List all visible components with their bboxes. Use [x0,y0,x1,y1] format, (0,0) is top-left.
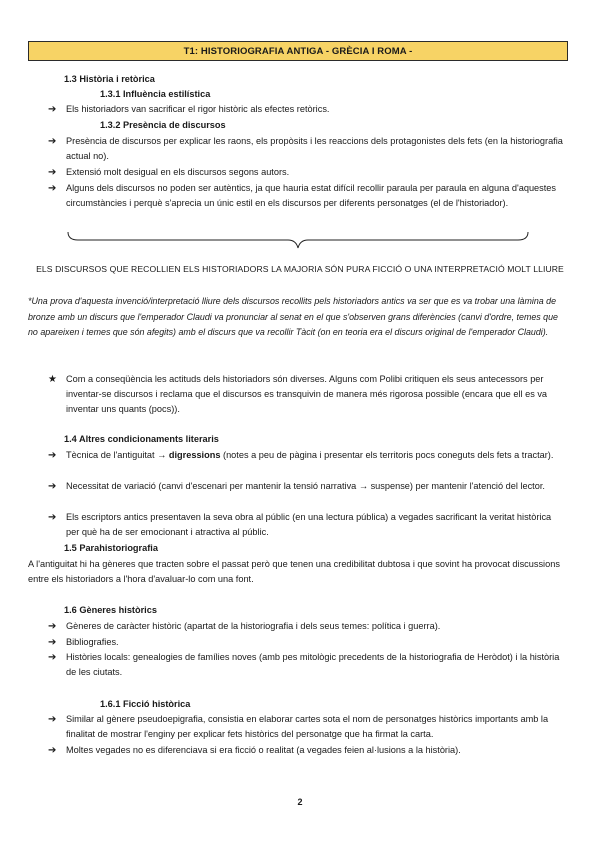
arrow-right-icon: ➔ [48,167,57,178]
list-item: ➔ Els historiadors van sacrificar el rigor històric als efectes retòrics. [48,102,568,118]
list-item: ➔ Similar al gènere pseudoepigrafia, consistia en elaborar cartes sota el nom de personatges històrics importants amb la finalitat de mostrar l'enginy per explicar fets històrics del personatge que ha firmat la carta. [48,714,549,740]
heading-1-4: 1.4 Altres condicionaments literaris [64,434,219,444]
list-item: ➔ Extensió molt desigual en els discursos segons autors. [48,165,568,181]
heading-1-5: 1.5 Parahistoriografia [64,543,158,553]
conclusion-statement: ELS DISCURSOS QUE RECOLLIEN ELS HISTORIADORS LA MAJORIA SÓN PURA FICCIÓ O UNA INTERPRETACIÓ MOLT LLIURE [36,264,564,274]
heading-1-3: 1.3 Història i retòrica [64,74,155,84]
arrow-right-icon: ➔ [48,714,57,725]
arrow-right-icon: ➔ [48,637,57,648]
heading-1-6-1: 1.6.1 Ficció històrica [100,699,191,709]
list-item: ➔ Gèneres de caràcter històric (apartat de la historiografia i dels seus temes: política i guerra). [48,619,568,635]
heading-1-6: 1.6 Gèneres històrics [64,605,157,615]
arrow-right-icon: ➔ [48,512,57,523]
arrow-right-icon: ➔ [48,481,57,492]
arrow-right-icon: ➔ [48,745,57,756]
arrow-right-icon: ➔ [48,652,57,663]
header-title: T1: HISTORIOGRAFIA ANTIGA - GRÈCIA I ROMA - [183,45,413,57]
arrow-right-icon: ➔ [48,621,57,632]
parahistoriografia-paragraph: A l'antiguitat hi ha gèneres que tracten sobre el passat però que tenen una credibilitat dubtosa i que sovint ha provocat discussions entre els historiadors a l'hora d'avaluar-lo com una font. [28,559,560,585]
arrow-right-icon: ➔ [48,104,57,115]
arrow-right-icon: ➔ [48,450,57,461]
arrow-right-icon: ➔ [48,136,57,147]
page-header-banner [28,41,568,61]
list-item: ➔ Alguns dels discursos no poden ser autèntics, ja que hauria estat difícil recollir paraula per paraula en alguna d'aquestes circumstàncies i perquè s'aprecia un únic estil en els discursos per diferents personatges (el de l'historiador). [48,183,557,209]
list-item: ➔ Històries locals: genealogies de famílies noves (amb pes mitològic precedents de la historiografia de Heròdot) i la història de les ciutats. [48,652,560,678]
list-item: ➔ Bibliografies. [48,635,568,651]
curly-brace-icon [66,230,530,250]
list-item: ➔ Moltes vegades no es diferenciava si era ficció o realitat (a vegades feien al·lusions a la història). [48,743,568,759]
list-item: ➔ Necessitat de variació (canvi d'escenari per mantenir la tensió narrativa → suspense) per mantenir l'atenció del lector. [48,479,568,510]
list-item: ★ Com a conseqüència les actituds dels historiadors són diverses. Alguns com Polibi critiquen els seus antecessors per inventar-se discursos i reclama que el discursos es transquivin de manera més rigorosa possible (encara que ell es va inventar uns quants (pocs)). [48,374,548,415]
list-item: ➔ Presència de discursos per explicar les raons, els propòsits i les reaccions dels protagonistes dels fets (en la historiografia actual no). [48,136,563,162]
page-number: 2 [297,797,303,807]
arrow-right-icon: ➔ [48,183,57,194]
list-item: ➔ Tècnica de l'antiguitat → digressions (notes a peu de pàgina i presentar els territoris pocs coneguts dels fets a tractar). [48,448,568,479]
star-icon: ★ [48,374,57,385]
note-paragraph: *Una prova d'aquesta invenció/interpretació lliure dels discursos recollits pels historiadors antics va ser que es va trobar una làmina de bronze amb un discurs que l'emperador Claudi va pronunciar al senat en el que s'observen grans diferències (canvi d'ordre, temes que no apareixen i temes que són afegits) amb el discurs que va recollir Tàcit (on en teoria era el discurs original de l'emperador Claudi). [28,296,558,337]
heading-1-3-2: 1.3.2 Presència de discursos [100,120,226,130]
heading-1-3-1: 1.3.1 Influència estilística [100,89,211,99]
list-item: ➔ Els escriptors antics presentaven la seva obra al públic (en una lectura pública) a vegades sacrificant la veritat històrica per què ha de ser emocionant i atractiva al públic. [48,512,552,538]
